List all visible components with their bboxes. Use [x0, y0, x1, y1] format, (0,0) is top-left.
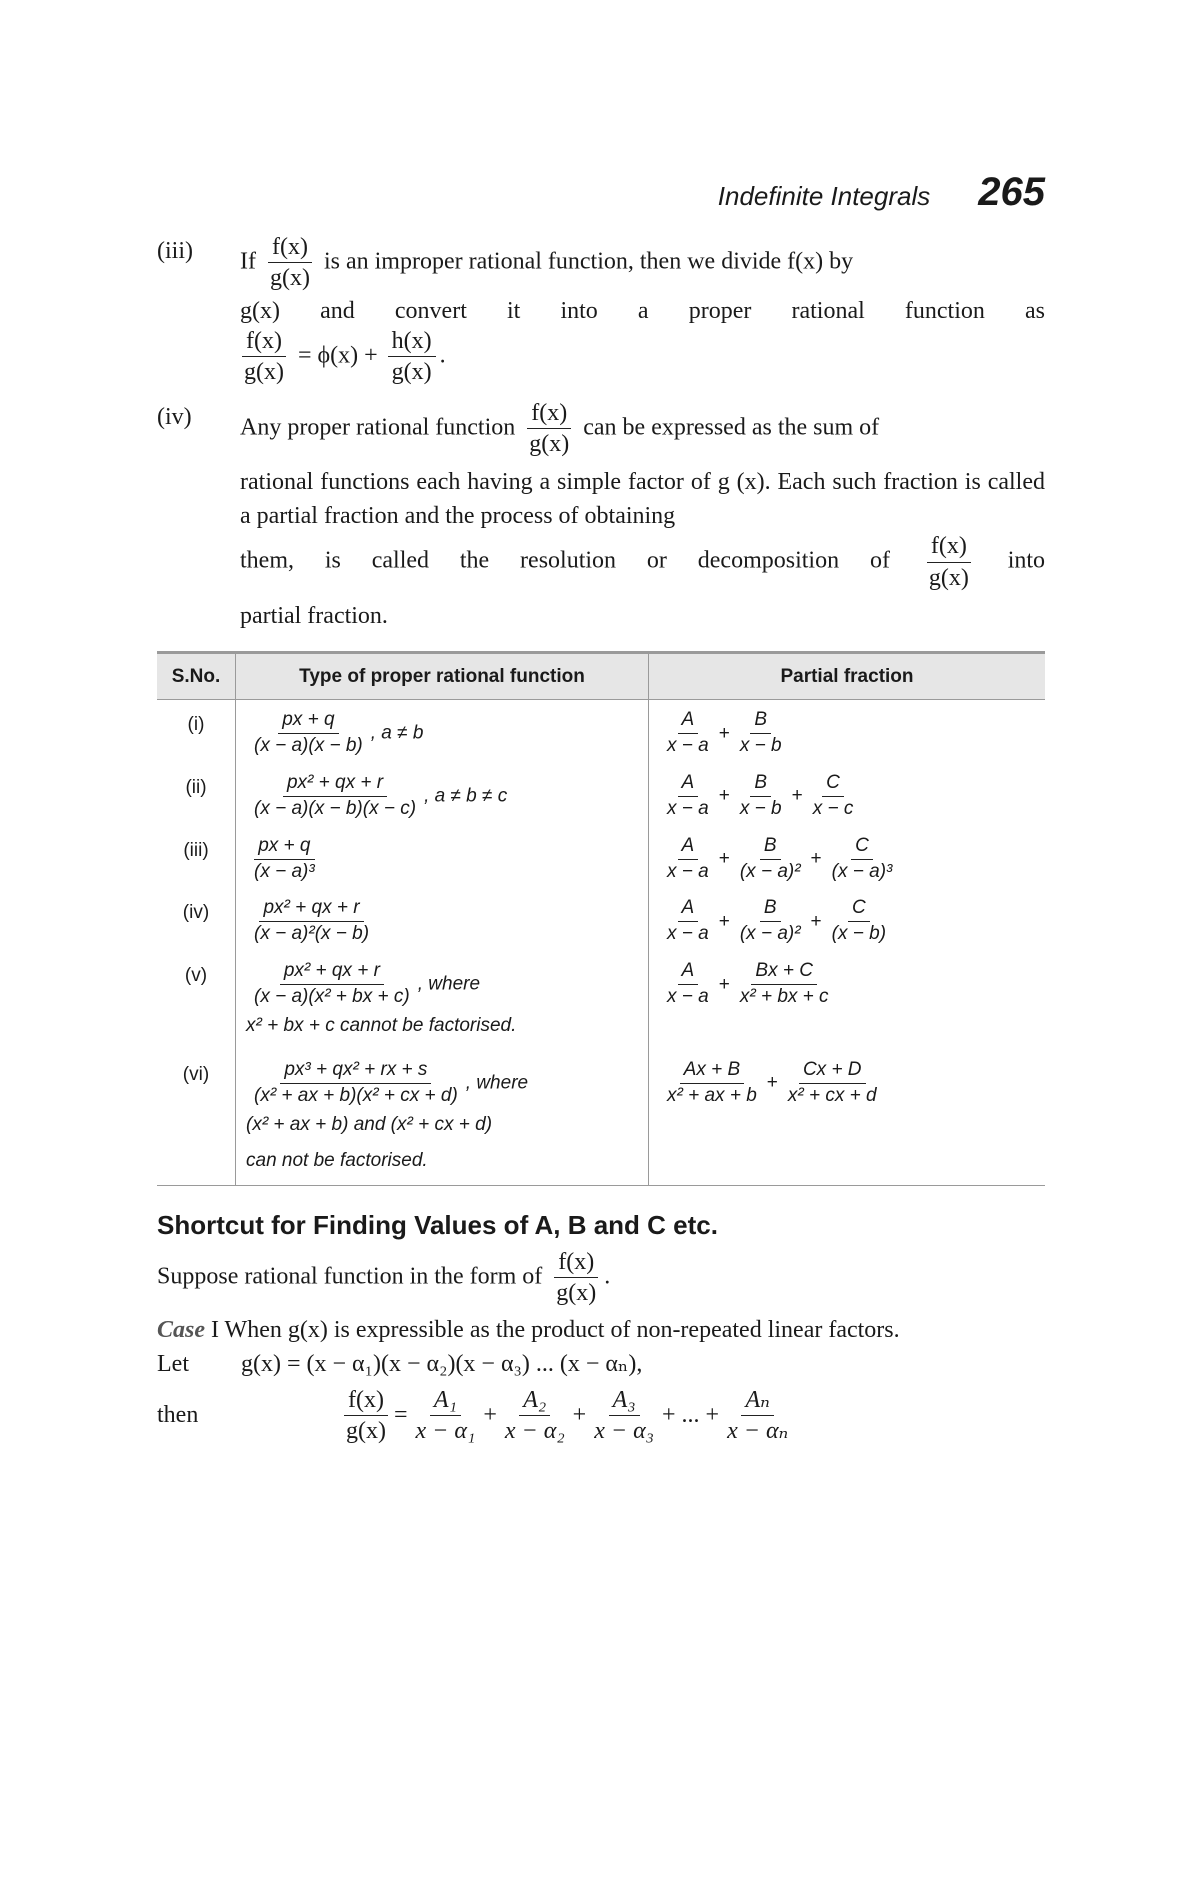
denominator: g(x): [346, 1417, 386, 1444]
section-heading: Shortcut for Finding Values of A, B and C etc.: [157, 1209, 718, 1240]
numerator: Cx + D: [799, 1060, 866, 1084]
denominator: g(x): [244, 359, 284, 386]
type-expression: [246, 773, 638, 820]
plus-sign: +: [718, 973, 730, 995]
type-cell: [236, 700, 649, 763]
plus-sign: +: [810, 910, 822, 932]
partial-fraction-term: [663, 961, 713, 1008]
let-label: Let: [157, 1350, 189, 1377]
partial-fraction-expression: [659, 898, 1035, 945]
numerator: A: [678, 961, 699, 985]
denominator: (x − a)³: [254, 860, 315, 882]
denominator: x − αₙ: [727, 1417, 789, 1444]
numerator: f(x): [242, 328, 286, 357]
text: rational functions each having a simple factor of g (x). Each such fraction is called a partial fraction and the process of obtaining: [240, 469, 1045, 530]
partial-fraction-cell: [649, 1050, 1046, 1185]
table-row: [157, 888, 1045, 951]
sum-term: [412, 1387, 480, 1445]
denominator: x² + ax + b: [667, 1084, 757, 1106]
denominator: g(x): [391, 359, 432, 386]
sum-term: [590, 1387, 658, 1445]
text: is an improper rational function, then we divide f(x) by: [323, 248, 854, 275]
sum-term: [723, 1387, 792, 1445]
partial-fraction-term: [663, 836, 713, 883]
numerator: B: [750, 773, 771, 797]
numerator: px³ + qx² + rx + s: [280, 1060, 431, 1084]
plus-sign: +: [718, 785, 730, 807]
condition: , where: [465, 1072, 529, 1094]
partial-fraction-cell: [649, 763, 1046, 826]
running-header: [157, 170, 1045, 230]
table-row: [157, 1050, 1045, 1185]
numerator: f(x): [527, 400, 571, 429]
denominator: x² + cx + d: [787, 1084, 877, 1106]
text: Suppose rational function in the form of: [157, 1263, 543, 1290]
plus-sign: +: [791, 785, 803, 807]
denominator: (x − a)²: [739, 860, 801, 882]
denominator: x − a: [667, 923, 709, 945]
denominator: x − α₃: [594, 1417, 655, 1444]
denominator: (x − b): [831, 923, 887, 945]
item-label: (iii): [157, 238, 193, 264]
item-body: [240, 234, 1045, 386]
text: into: [1007, 547, 1046, 574]
text: them, is called the resolution or decomposition of: [240, 547, 890, 574]
partial-fraction-term: [663, 773, 713, 820]
item-label: (iv): [157, 403, 192, 430]
numerator: C: [848, 898, 870, 922]
partial-fraction-term: [809, 773, 858, 820]
sno-cell: (v): [157, 951, 236, 1050]
fraction-f-over-g: [925, 533, 973, 591]
partial-fraction-cell: [649, 888, 1046, 951]
numerator: px + q: [278, 710, 338, 734]
note-line: can not be factorised.: [246, 1149, 428, 1171]
numerator: A: [678, 898, 699, 922]
denominator: g(x): [928, 564, 969, 591]
case-word: Case: [157, 1316, 205, 1343]
numerator: C: [822, 773, 844, 797]
sno-cell: (ii): [157, 763, 236, 826]
text: can be expressed as the sum of: [583, 413, 880, 440]
numerator: B: [760, 898, 781, 922]
condition: , a ≠ b ≠ c: [424, 785, 508, 807]
partial-fraction-expression: [659, 961, 1035, 1008]
type-expression: [246, 898, 638, 945]
denominator: x − b: [739, 735, 782, 757]
item-body: [240, 400, 1045, 634]
then-label: then: [157, 1402, 199, 1429]
numerator: A₁: [430, 1387, 461, 1416]
partial-fraction-cell: [649, 700, 1046, 763]
denominator: x − b: [739, 797, 782, 819]
condition: , where: [417, 973, 481, 995]
denominator: (x − a)(x² + bx + c): [254, 986, 410, 1008]
page-number: 265: [978, 170, 1045, 214]
then-line: [157, 1387, 1045, 1445]
type-fraction: [250, 773, 420, 820]
numerator: f(x): [554, 1249, 598, 1278]
fraction-f-over-g: [266, 234, 314, 292]
numerator: Bx + C: [751, 961, 817, 985]
fraction-h-over-g: [388, 328, 436, 386]
numerator: A: [678, 710, 699, 734]
numerator: Ax + B: [680, 1060, 745, 1084]
type-cell: [236, 951, 649, 1050]
partial-fraction-term: [663, 1060, 761, 1107]
partial-fraction-term: [828, 836, 897, 883]
numerator: A: [678, 836, 699, 860]
numerator: Aₙ: [741, 1387, 773, 1416]
denominator: g(x): [269, 265, 310, 292]
type-expression: [246, 961, 638, 1008]
column-header: Partial fraction: [649, 653, 1046, 700]
denominator: x − c: [812, 797, 854, 819]
type-fraction: [250, 1060, 462, 1107]
numerator: A₂: [519, 1387, 550, 1416]
partial-fraction-term: [828, 898, 890, 945]
table-row: [157, 826, 1045, 889]
denominator: (x − a)²: [739, 923, 801, 945]
partial-fraction-expression: [659, 773, 1035, 820]
partial-fraction-cell: [649, 951, 1046, 1050]
partial-fraction-term: [784, 1060, 881, 1107]
text: Any proper rational function: [240, 413, 516, 440]
partial-fraction-table: [157, 651, 1045, 1186]
type-expression: [246, 1060, 638, 1107]
sum-term: [501, 1387, 569, 1445]
numerator: f(x): [927, 533, 971, 562]
denominator: (x − a)(x − b)(x − c): [254, 797, 417, 819]
plus-sign: +: [718, 722, 730, 744]
plus-dots: + ... +: [662, 1402, 720, 1429]
note-line: x² + bx + c cannot be factorised.: [246, 1015, 517, 1037]
equation: $\frac{f(x)}{g(x)}$ = ϕ(x) + $\frac{h(x)}{g(x)}$ .: [240, 328, 1045, 386]
plus-sign: +: [483, 1402, 497, 1429]
numerator: A: [678, 773, 699, 797]
denominator: x − α₁: [415, 1417, 476, 1444]
chapter-title: Indefinite Integrals: [717, 181, 931, 211]
partial-fraction-term: [663, 710, 713, 757]
plus-sign: +: [766, 1072, 778, 1094]
denominator: x − a: [667, 986, 709, 1008]
type-fraction: [250, 961, 414, 1008]
plus-sign: +: [718, 910, 730, 932]
denominator: (x − a)²(x − b): [254, 923, 370, 945]
note-line: (x² + ax + b) and (x² + cx + d): [246, 1113, 493, 1135]
equals-sign: =: [393, 1402, 408, 1429]
partial-fraction-term: [736, 773, 786, 820]
fraction-f-over-g: [342, 1387, 390, 1445]
type-expression: [246, 836, 638, 883]
numerator: f(x): [344, 1387, 388, 1416]
condition: , a ≠ b: [370, 722, 424, 744]
type-cell: [236, 826, 649, 889]
partial-fraction-term: [736, 898, 805, 945]
denominator: g(x): [529, 430, 570, 457]
type-fraction: [250, 898, 373, 945]
denominator: x² + bx + c: [739, 986, 829, 1008]
partial-fraction-term: [736, 836, 805, 883]
column-header: Type of proper rational function: [236, 653, 649, 700]
table-row: [157, 700, 1045, 763]
sno-cell: (vi): [157, 1050, 236, 1185]
text: If: [240, 248, 256, 275]
sum-terms: [408, 1387, 797, 1445]
column-header: S.No.: [157, 653, 236, 700]
equals-phi: = ϕ(x) +: [297, 342, 378, 369]
let-line: [157, 1347, 1045, 1381]
type-cell: [236, 1050, 649, 1185]
table-header-row: [157, 653, 1045, 700]
numerator: B: [750, 710, 771, 734]
partial-fraction-term: [736, 961, 833, 1008]
denominator: x − a: [667, 860, 709, 882]
text: g(x) and convert it into a proper rational function as: [240, 297, 1045, 324]
numerator: f(x): [268, 234, 312, 263]
numerator: px² + qx + r: [283, 773, 387, 797]
table-row: [157, 951, 1045, 1050]
numerator: B: [760, 836, 781, 860]
text: partial fraction.: [240, 603, 388, 630]
let-expression: g(x) = (x − α₁)(x − α₂)(x − α₃) ... (x − αₙ),: [241, 1350, 643, 1377]
sno-cell: (iii): [157, 826, 236, 889]
numerator: px² + qx + r: [259, 898, 363, 922]
type-fraction: [250, 836, 319, 883]
partial-fraction-expression: [659, 836, 1035, 883]
partial-fraction-expression: [659, 1060, 1035, 1107]
item-iv: [157, 400, 1045, 634]
text: I When g(x) is expressible as the product of non-repeated linear factors.: [211, 1316, 900, 1343]
type-cell: [236, 888, 649, 951]
denominator: x − a: [667, 797, 709, 819]
partial-fraction-term: [736, 710, 786, 757]
denominator: (x − a)(x − b): [254, 735, 363, 757]
partial-fraction-term: [663, 898, 713, 945]
sno-cell: (iv): [157, 888, 236, 951]
denominator: g(x): [556, 1280, 597, 1307]
item-iii: [157, 234, 1045, 386]
partial-fraction-expression: [659, 710, 1035, 757]
type-cell: [236, 763, 649, 826]
type-expression: [246, 710, 638, 757]
plus-sign: +: [572, 1402, 587, 1429]
fraction-f-over-g: [525, 400, 573, 458]
page: [157, 170, 1045, 1444]
fraction-f-over-g: [240, 328, 288, 386]
case-line: [157, 1313, 1045, 1347]
sno-cell: (i): [157, 700, 236, 763]
numerator: A₃: [609, 1387, 640, 1416]
plus-sign: +: [810, 848, 822, 870]
plus-sign: +: [718, 848, 730, 870]
fraction-f-over-g: [552, 1249, 600, 1307]
denominator: x − α₂: [504, 1417, 565, 1444]
denominator: x − a: [667, 735, 709, 757]
partial-fraction-cell: [649, 826, 1046, 889]
numerator: px + q: [254, 836, 314, 860]
table-row: [157, 763, 1045, 826]
numerator: px² + qx + r: [280, 961, 384, 985]
numerator: C: [851, 836, 873, 860]
numerator: h(x): [388, 328, 436, 357]
denominator: (x² + ax + b)(x² + cx + d): [254, 1084, 458, 1106]
type-fraction: [250, 710, 367, 757]
suppose-line: Suppose rational function in the form of $\frac{f(x)}{g(x)}$ .: [157, 1248, 611, 1307]
denominator: (x − a)³: [831, 860, 893, 882]
